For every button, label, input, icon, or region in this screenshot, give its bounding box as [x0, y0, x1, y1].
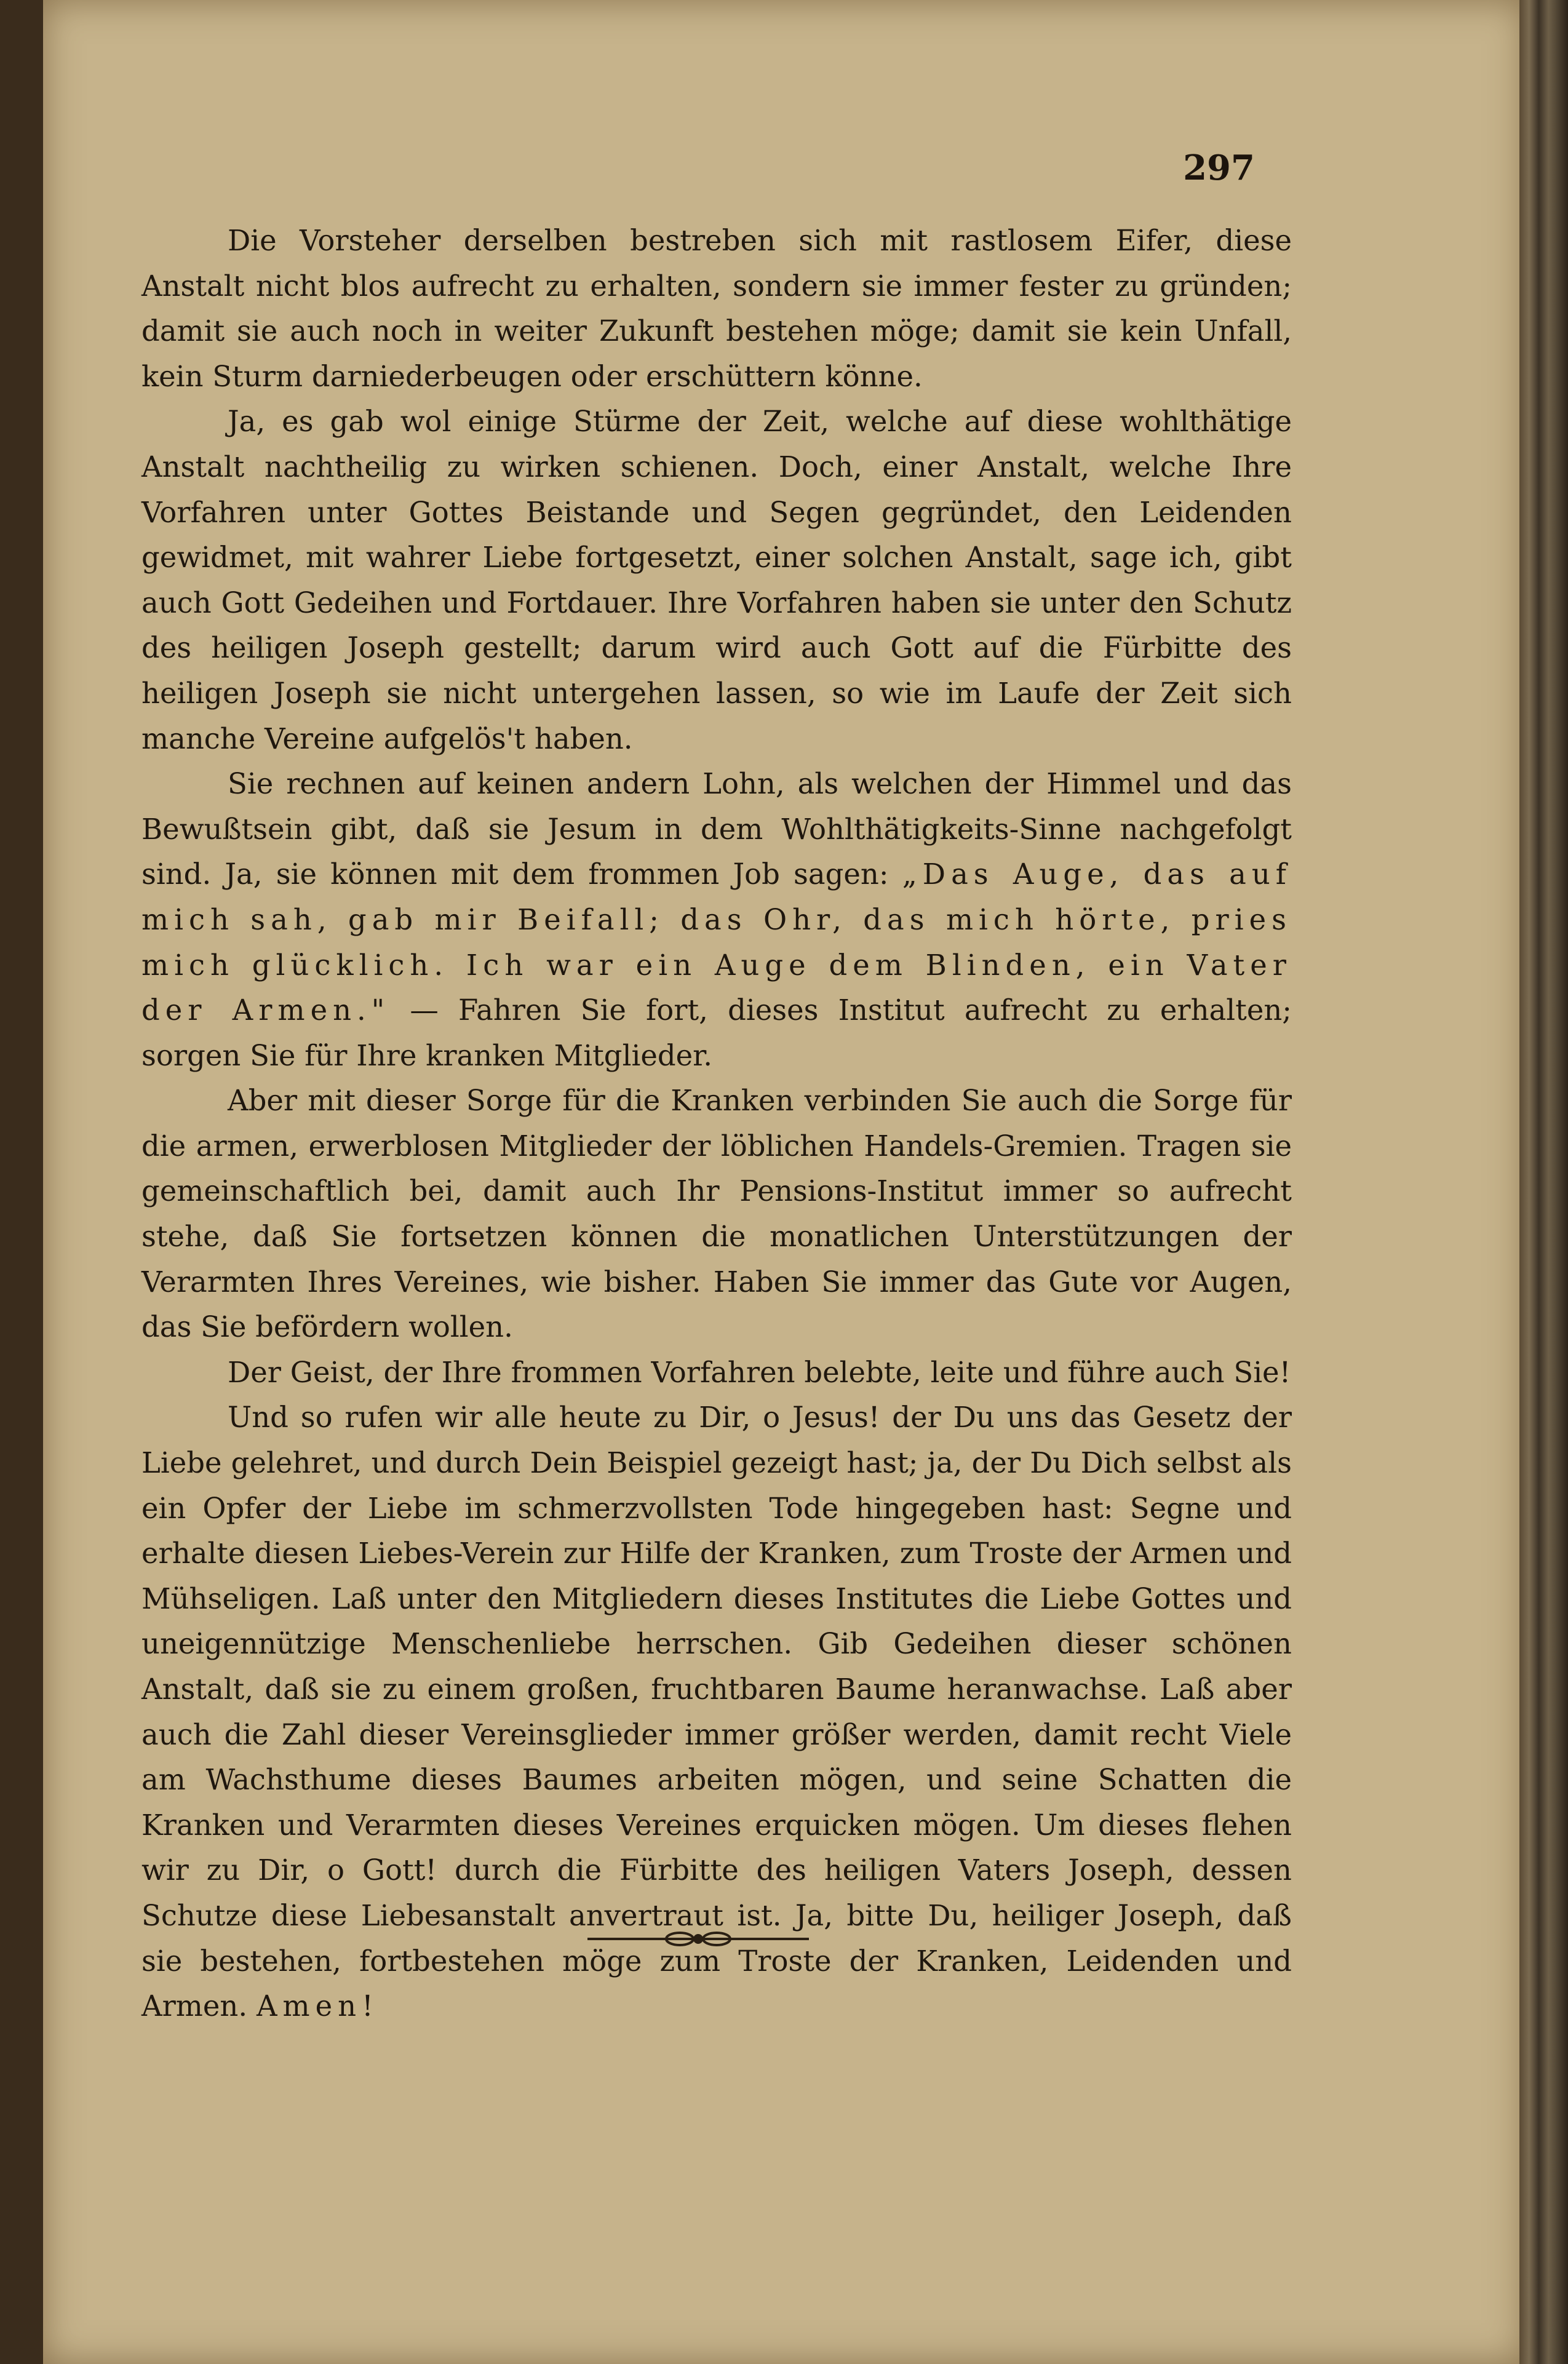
paragraph-3-lead: Sie rechnen auf keinen andern Lohn, als welchen der Himmel und das Bewußtsein gibt, daß sie Jesum in dem Wohlthätigkeits-Sinne nachgefolgt sind. Ja, sie können mit dem frommen Job sagen: [141, 767, 1292, 891]
book-binding-edge [1519, 0, 1568, 2364]
paragraph-3-tail: — Fahren Sie fort, dieses Institut aufrecht zu erhalten; sorgen Sie für Ihre kranken Mitglieder. [141, 993, 1292, 1072]
prayer-text: Und so rufen wir alle heute zu Dir, o Jesus! der Du uns das Gesetz der Liebe gelehret, und durch Dein Beispiel gezeigt hast; ja, der Du Dich selbst als ein Opfer der Liebe im schmerzvollsten Tode hingegeben hast: Segne und erhalte diesen Liebes-Verein zur Hilfe der Kranken, zum Troste der Armen und Mühseligen. Laß unter den Mitgliedern dieses Institutes die Liebe Gottes und uneigennützige Menschenliebe herrschen. Gib Gedeihen dieser schönen Anstalt, daß sie zu einem großen, fruchtbaren Baume heranwachse. Laß aber auch die Zahl dieser Vereinsglieder immer größer werden, damit recht Viele am Wachsthume dieses Baumes arbeiten mögen, und seine Schatten die Kranken und Verarmten dieses Vereines erquicken mögen. Um dieses flehen wir zu Dir, o Gott! durch die Fürbitte des heiligen Vaters Joseph, dessen Schutze diese Liebesanstalt anvertraut ist. Ja, bitte Du, heiliger Joseph, daß sie bestehen, fortbestehen möge zum Troste der Kranken, Leidenden und Armen. [141, 1401, 1292, 2023]
main-text [141, 218, 1292, 2029]
decorative-rule-ornament-icon [587, 1925, 809, 1952]
page-number: 297 [1183, 148, 1255, 188]
paragraph-2: Ja, es gab wol einige Stürme der Zeit, welche auf diese wohlthätige Anstalt nachtheilig zu wirken schienen. Doch, einer Anstalt, welche Ihre Vorfahren unter Gottes Beistande und Segen gegründet, den Leidenden gewidmet, mit wahrer Liebe fortgesetzt, einer solchen Anstalt, sage ich, gibt auch Gott Gedeihen und Fortdauer. Ihre Vorfahren haben sie unter den Schutz des heiligen Joseph gestellt; darum wird auch Gott auf die Fürbitte des heiligen Joseph sie nicht untergehen lassen, so wie im Laufe der Zeit sich manche Vereine aufgelös't haben. [141, 405, 1292, 755]
paragraph-1: Die Vorsteher derselben bestreben sich mit rastlosem Eifer, diese Anstalt nicht blos aufrecht zu erhalten, sondern sie immer fester zu gründen; damit sie auch noch in weiter Zukunft bestehen möge; damit sie kein Unfall, kein Sturm darniederbeugen oder erschüttern könne. [141, 224, 1292, 393]
job-quote: „Das Auge, das auf mich sah, gab mir Beifall; das Ohr, das mich hörte, pries mich glücklich. Ich war ein Auge dem Blinden, ein Vater der Armen." [141, 858, 1292, 1027]
paragraph-4: Aber mit dieser Sorge für die Kranken verbinden Sie auch die Sorge für die armen, erwerblosen Mitglieder der löblichen Handels-Gremien. Tragen sie gemeinschaftlich bei, damit auch Ihr Pensions-Institut immer so aufrecht stehe, daß Sie fortsetzen können die monatlichen Unterstützungen der Verarmten Ihres Vereines, wie bisher. Haben Sie immer das Gute vor Augen, das Sie befördern wollen. [141, 1084, 1292, 1344]
amen-closing: Amen! [256, 1989, 379, 2023]
paragraph-3 [141, 762, 1292, 1078]
paragraph-5: Der Geist, der Ihre frommen Vorfahren belebte, leite und führe auch Sie! [228, 1355, 1291, 1389]
